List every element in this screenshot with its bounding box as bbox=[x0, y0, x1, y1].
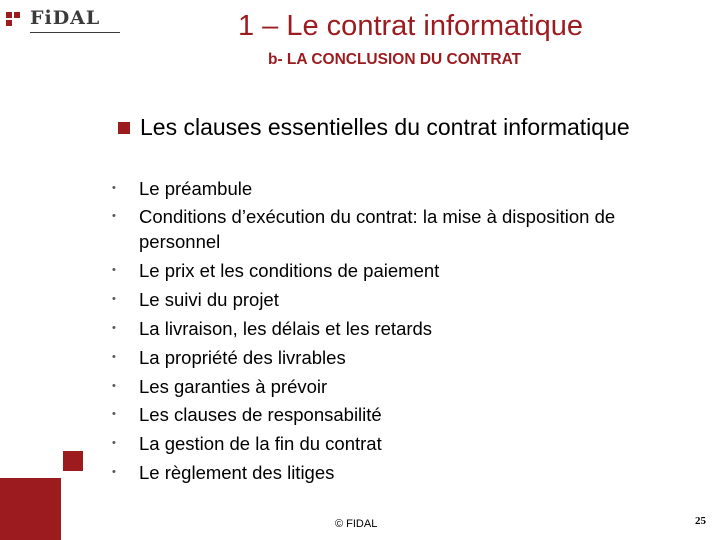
bullet-icon: • bbox=[112, 380, 116, 392]
section-heading: Les clauses essentielles du contrat informatique bbox=[140, 114, 630, 140]
bullet-icon: • bbox=[112, 182, 116, 194]
bullet-icon: • bbox=[112, 210, 116, 222]
logo-text: FiDAL bbox=[30, 7, 101, 29]
decorative-band bbox=[0, 478, 61, 540]
bullet-icon: • bbox=[112, 466, 116, 478]
decorative-square bbox=[63, 451, 83, 471]
page-number: 25 bbox=[695, 515, 706, 527]
bullet-icon: • bbox=[112, 437, 116, 449]
bullet-list: • Le préambule • Conditions d’exécution du contrat: la mise à disposition de personnel • Le prix et les conditions de paiement • Le suivi du projet • La livraison, les délais et les retards • La propriété des livrables • Les garanties à prévoir • Les clauses de responsabilité • La gestion de la fin du contrat • Le règlement des litiges bbox=[0, 0, 720, 540]
bullet-icon: • bbox=[112, 351, 116, 363]
bullet-icon: • bbox=[112, 322, 116, 334]
footer-copyright: © FIDAL bbox=[335, 518, 378, 530]
bullet-icon: • bbox=[112, 264, 116, 276]
bullet-icon: • bbox=[112, 293, 116, 305]
slide-subtitle: b- LA CONCLUSION DU CONTRAT bbox=[268, 51, 522, 68]
bullet-icon: • bbox=[112, 408, 116, 420]
slide-title: 1 – Le contrat informatique bbox=[238, 10, 583, 42]
